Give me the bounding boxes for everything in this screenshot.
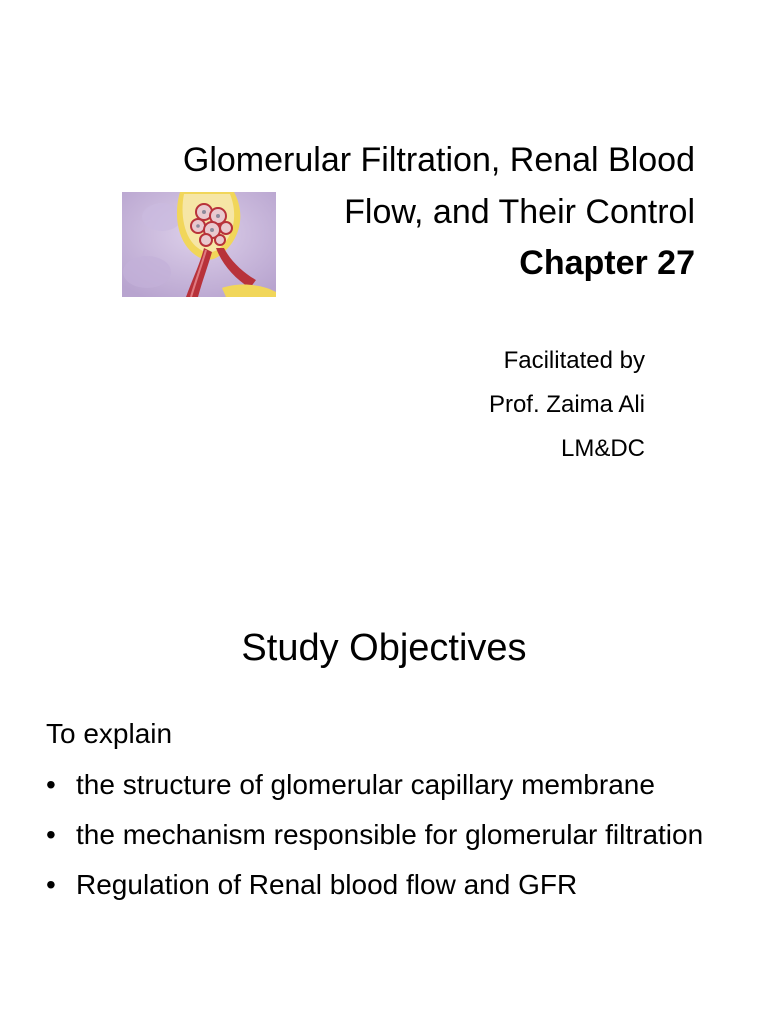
objective-item: • the structure of glomerular capillary membrane xyxy=(46,765,726,805)
objectives-list xyxy=(46,765,726,915)
objectives-title: Study Objectives xyxy=(241,627,527,669)
objective-item: • Regulation of Renal blood flow and GFR xyxy=(46,865,726,905)
title-line-1: Glomerular Filtration, Renal Blood xyxy=(182,141,695,179)
title-line-2: Flow, and Their Control xyxy=(344,193,695,231)
facilitated-by-label: Facilitated by xyxy=(503,347,645,374)
glomerulus-illustration xyxy=(122,192,276,297)
objectives-intro: To explain xyxy=(46,718,173,749)
objectives-slide xyxy=(0,512,768,1024)
institution-name: LM&DC xyxy=(560,435,645,462)
presenter-name: Prof. Zaima Ali xyxy=(488,391,645,418)
chapter-label: Chapter 27 xyxy=(519,244,695,282)
objective-item: • the mechanism responsible for glomerular filtration xyxy=(46,815,726,855)
